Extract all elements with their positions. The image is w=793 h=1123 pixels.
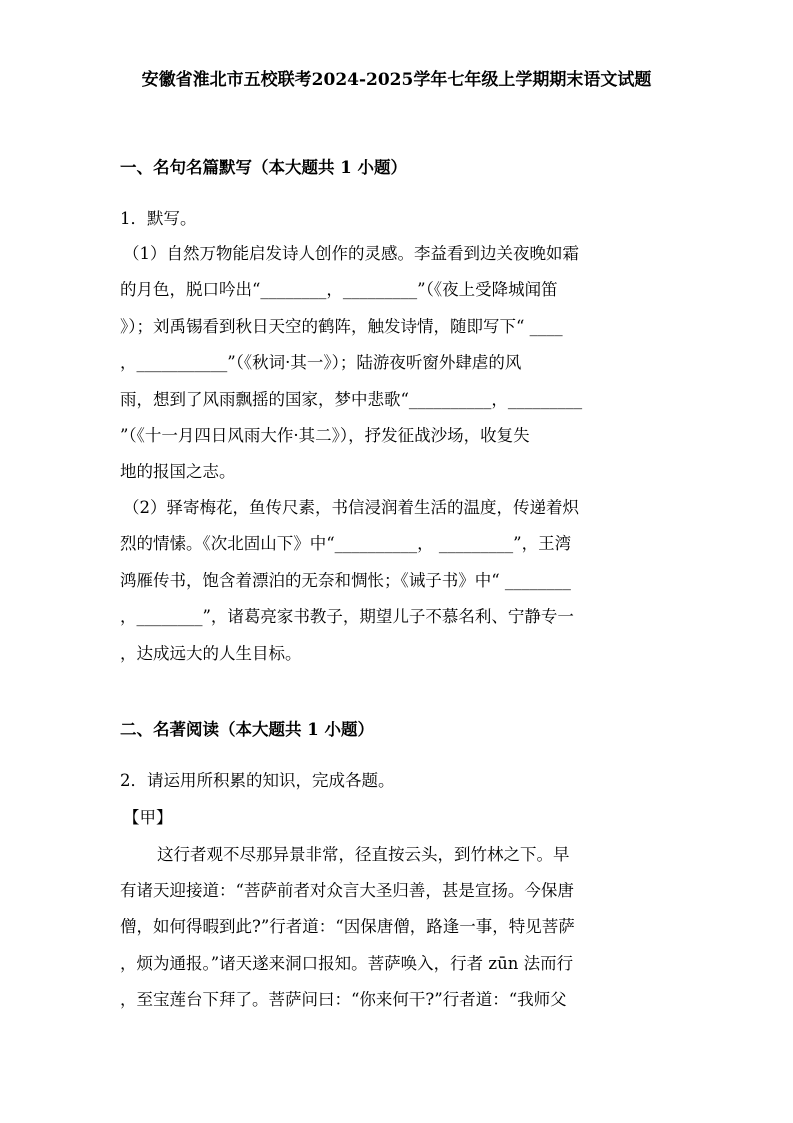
passage-label: 【甲】	[123, 808, 173, 827]
section-heading-2: 二、名著阅读（本大题共 1 小题）	[120, 720, 374, 739]
question-line: ，___________”（《秋词·其一》）；陆游夜听窗外肆虐的风	[120, 353, 522, 372]
passage-line: ，至宝莲台下拜了。菩萨问曰：“你来何干?”行者道：“我师父	[120, 990, 567, 1009]
question-line: ”（《十一月四日风雨大作·其二》），抒发征战沙场，收复失	[120, 426, 530, 445]
question-line: （2）驿寄梅花，鱼传尺素，书信浸润着生活的温度，传递着炽	[123, 498, 579, 517]
question-line: 烈的情愫。《次北固山下》中“__________， _________”，王湾	[120, 534, 572, 553]
question-line: ，________”，诸葛亮家书教子，期望儿子不慕名利、宁静专一	[120, 607, 574, 626]
question-line: 1．默写。	[120, 209, 197, 228]
question-line: 2．请运用所积累的知识，完成各题。	[120, 771, 395, 790]
passage-line: 僧，如何得暇到此?”行者道：“因保唐僧，路逢一事，特见菩萨	[120, 917, 575, 936]
passage-line: 这行者观不尽那异景非常，径直按云头，到竹林之下。早	[157, 845, 570, 864]
question-line: （1）自然万物能启发诗人创作的灵感。李益看到边关夜晚如霜	[123, 244, 579, 263]
passage-line: ，烦为通报。”诸天遂来洞口报知。菩萨唤入，行者 zūn 法而行	[120, 954, 574, 973]
question-line: 的月色，脱口吟出“________，_________”（《夜上受降城闻笛	[120, 280, 558, 299]
question-line: ，达成远大的人生目标。	[120, 644, 302, 663]
document-title: 安徽省淮北市五校联考2024-2025学年七年级上学期期末语文试题	[141, 70, 652, 90]
question-line: 》）；刘禹锡看到秋日天空的鹤阵，触发诗情，随即写下“ ____	[120, 317, 563, 336]
question-line: 地的报国之志。	[120, 462, 236, 481]
question-line: 鸿雁传书，饱含着漂泊的无奈和惆怅；《诫子书》中“ ________	[120, 571, 571, 590]
passage-line: 有诸天迎接道：“菩萨前者对众言大圣归善，甚是宣扬。今保唐	[120, 881, 574, 900]
section-heading-1: 一、名句名篇默写（本大题共 1 小题）	[120, 158, 407, 177]
question-line: 雨，想到了风雨飘摇的国家，梦中悲歌“__________，_________	[120, 390, 583, 409]
